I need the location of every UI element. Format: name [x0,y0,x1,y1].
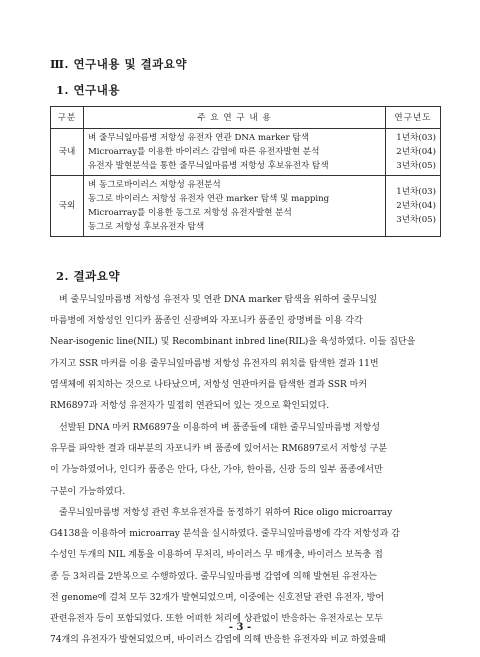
summary-paragraph-1 [50,290,436,417]
content-line: 유전자 발현분석을 통한 줄무늬잎마름병 저항성 후보유전자 탐색 [88,161,329,171]
research-content-table [50,106,441,237]
paragraph-line: 염색체에 위치하는 것으로 나타났으며, 저항성 연관마커를 탐색한 결과 SSR 마커 [50,379,368,390]
content-line: 벼 동그로바이러스 저항성 유전분석 [88,180,221,190]
row-contents [84,176,386,237]
year-line: 1년차(03) [396,133,436,143]
page-number: - 3 - [228,622,252,633]
paragraph-line: 종 등 3처리를 2반복으로 수행하였다. 줄무늬잎마름병 감염에 의해 발현된 유전자는 [50,571,377,582]
content-line: 벼 줄무늬잎마름병 저항성 유전자 연관 DNA marker 탐색 [88,133,309,143]
subsection-title-summary: 2. 결과요약 [56,269,120,283]
row-years [386,129,441,176]
paragraph-line: 74개의 유전자가 발현되었으며, 바이러스 감염에 의해 반응한 유전자와 비교 하였을때 [50,635,386,646]
paragraph-line: 구분이 가능하였다. [50,486,126,497]
row-years [386,176,441,237]
row-category: 국내 [51,129,84,176]
paragraph-line: G4138을 이용하여 microarray 분석을 실시하였다. 줄무늬잎마름병에 각각 저항성과 감 [50,529,400,540]
header-category: 구분 [51,107,84,129]
paragraph-line: 선발된 DNA 마커 RM6897을 이용하여 벼 품종들에 대한 줄무늬잎마름병 저항성 [50,423,380,433]
paragraph-line: 유무를 파악한 결과 대부분의 자포니카 벼 품종에 있어서는 RM6897로서 저항성 구분 [50,444,388,455]
paragraph-line: 가지고 SSR 마커를 이용 줄무늬잎마름병 저항성 유전자의 위치를 탐색한 결과 11번 [50,358,379,369]
row-category: 국외 [51,176,84,237]
paragraph-line: 이 가능하였어나, 인디카 품종은 안다, 다산, 가야, 한아름, 신광 등의 일부 품종에서만 [50,465,383,476]
table-row-overseas [51,176,441,237]
header-contents: 주 요 연 구 내 용 [84,107,386,129]
year-line: 1년차(03) [396,187,436,197]
paragraph-line: 수성인 두개의 NIL 계통을 이용하여 무처리, 바이러스 무 매개충, 바이러스 보독충 접 [50,550,383,561]
paragraph-line: 마름병에 저항성인 인디카 품종인 신광벼와 자포니카 품종인 광명벼를 이용 각각 [50,316,363,327]
paragraph-line: 벼 줄무늬잎마름병 저항성 유전자 및 연관 DNA marker 탐색을 위하여 줄무늬잎 [50,295,378,305]
year-line: 2년차(04) [396,201,436,211]
paragraph-line: 관련유전자 등이 포함되었다. 또한 어떠한 처리에 상관없이 반응하는 유전자로는 모두 [50,614,383,625]
content-line: Microarray를 이용한 동그로 저항성 유전자발현 분석 [88,208,292,218]
year-line: 3년차(05) [396,215,436,225]
paragraph-line: Near-isogenic line(NIL) 및 Recombinant inbred line(RIL)을 육성하였다. 이들 집단을 [50,337,416,348]
paragraph-line: 줄무늬잎마름병 저항성 관련 후보유전자를 동정하기 위하여 Rice oligo microarray [50,508,393,518]
table-header-row [51,107,441,129]
section-title: Ⅲ. 연구내용 및 결과요약 [50,57,187,71]
content-line: 동그로 저항성 후보유전자 탐색 [88,222,205,232]
subsection-title-research: 1. 연구내용 [56,83,120,97]
summary-paragraph-2 [50,418,436,503]
row-contents [84,129,386,176]
paragraph-line: RM6897과 저항성 유전자가 밀접히 연관되어 있는 것으로 확인되었다. [50,401,330,412]
content-line: 동그로 바이러스 저항성 유전자 연관 marker 탐색 및 mapping [88,194,330,204]
paragraph-line: 전 genome에 걸쳐 모두 32개가 발현되었으며, 이중에는 신호전달 관련 유전자, 방어 [50,592,385,603]
header-year: 연구년도 [386,107,441,129]
year-line: 3년차(05) [396,161,436,171]
year-line: 2년차(04) [396,147,436,157]
content-line: Microarray를 이용한 바이러스 감염에 따른 유전자발현 분석 [88,147,320,157]
table-row-domestic [51,129,441,176]
